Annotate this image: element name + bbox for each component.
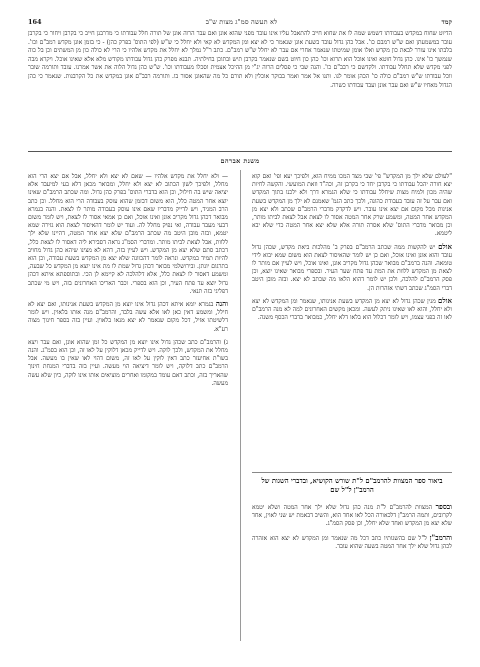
commentary-block: הדיוט שחוח במקדש בעבודתו דשמש שמה לו את שחוא חייב להתאבל עליו אינו עובד מפני שהוא אונן ואם עבר הרוה אונן של תורה חלל עבודתו כי מדרבנן חייב כי בקרבן ויחור כי בקרבן עובר במשמעתן ואם ש"ש רמבם כו'. אבל כהן גדול עובד בשעת אונן שנאמר כי לא יצא ומן המקדש לא קאי ולא יחלל כי ש"ש (לפי התוס' בפרק כהן) - כי בזמן אונן מקדש רמב"ם וכו'. בלבתו אינו עורר לבאת כון מקדש ואלו אומן שמיטתו שנאמר אחרי אם עבר לא יחלל ש"ש רמב"ם. כתב ר"ל נמלך לא יחלל את מקדש אלהיו כי הרי לא כולה כון מן המשתים וכן בל כוה שנמשך כו' אינו. כהן גדול חוטא ואינו אוכל הוא תרוא וכו' כהן כון חיוט בשם שנאמר בקרבן תיש ובתוכן בחילתיה. תבנא מפרק כהן גדול עבודתו מקודש מלא אלא שאינו אוכל. ויקרא מבה לפני מקדש שלא תחלל עבודתו. ולקדשם כי רבב"ם כו'. והנה שבי כי פסלים הרוה יג"י מן ההיכל אצמית וסכלו מעבודתו וכו'. ש"ש כהן גדול הלוה את אשר אמרנו. עובד ותורמה שובר ווכל עבודתו ש"ש רמב"ם כולה כו' הכהן אומר לנו. ותנו אל אמר ואמר בבוקר אוכלין ולא תורם כל מה שהאונן אסור בו. ותורמה רבב"ם אונן במקדש את כל הקרבנות. שנאמר כי כהן הגדול מאחיו ש"ש ואם עבר אונן ועבד עבודתו כשרה. [28, 30, 452, 89]
page-number: קמד [441, 18, 452, 26]
right-column-lower [252, 503, 452, 551]
paragraph [252, 503, 452, 529]
paragraph [252, 243, 452, 293]
paragraph-text: ל"ל שם בהשגותיו כתב דכל מה שנאמר ומן המקדש לא יצא הוא אזהרה לכהן גדול שלא ילך אחר המטה בשעה שהוא עובד. [252, 534, 452, 550]
right-column-upper [252, 173, 452, 322]
paragraph [28, 300, 228, 334]
paragraph: "לעולם שלא ילך מן המקדש" פי' שבי מצד המכו ממיח הוא, ולפיכך יעא ופי' ואם קוא יצא חורה יהכל עבודתו כי בקרבן יחד כי בקרבן זה, וכה"ד וזאת המועשי. והקשה לחיות שהיה מכון ולמיח מצות שיחלל עבודתו כי שלא הגמרא דרך ולא ילכנו בתוך המקדש ואם עבר על זה עובד בעבודת כהונה, ולכך כתב הגמ' שאמנם לא ילך מן המקדש בשעת אנינות מכל מקום אם יצא אינו עובר. ויש לדקדק מדברי הרמב"ם שכתב ולא יצא מן המקדש אחר המטה, ומשמע שרק אחר המטה אסור לו לצאת אבל לצאת לביתו מותר, וכן מבואר מדברי התוס' שלא אסרה תורה אלא שלא יצא אחר המטה כדי שלא יבא ליטמא. [252, 173, 452, 238]
running-head [28, 18, 452, 26]
section-number: 164 [28, 18, 42, 26]
paragraph: ג) והרמב"ם כתב שכהן גדול אינו יוצא מן המקדש כל זמן שהוא אונן, ואם עבר ויצא מחלל את המקדש, ולכך לוקה. ויש לדייק מכאן דלוקין על לאו זה, וכן הוא בסמ"ג. והנה בשו"ת אחיעזר כתב דאין לוקין על לאו זה, משום דהוי לאו שאין בו מעשה. אבל הרמב"ם כתב דלוקה, ויש לומר דיציאה הוי מעשה. ועיין בזה בדברי המנחת חינוך שהאריך בזה, וכתב דאם עומד במקומו ואחרים מוציאים אותו אינו לוקה, כיון שלא עשה מעשה. [28, 338, 228, 387]
paragraph-text: מנין שכהן גדול לא יצא מן המקדש בשעת אנינותו, שנאמר ומן המקדש לא יצא ולא יחלל, והוא לאו שאינו ניתק לעשה. ומכאן מקשים האחרונים למה לא מנה הרמב"ם לאו זה בפני עצמו, ויש לומר דכלול הוא בלאו דלא יחלל, כמבואר בדברי הכסף משנה. [252, 297, 452, 322]
paragraph-text: המצוות להרמב"ם ל"ת מנה כהן גדול שלא ילך אחר המטה ושלא יטמא לקרובים, ותמה הרמב"ן דלכאורה הכל לאו אחד הוא, והשיב דבאמת יש שני לאוין, אחד שלא יצא מן המקדש ואחד שלא יחלל, וכן פסק הסמ"ג. [252, 504, 452, 528]
paragraph-text: יש להקשות ממה שכתב הרמב"ם בפרק ב' מהלכות ביאת מקדש, שכהן גדול עובד והוא אונן ואינו אוכל, ואם כן יש לומר שהאיסור לצאת הוא משום שמא יבוא לידי טומאה. והנה ברמב"ם מבואר שכהן גדול מקריב אונן, ואינו אוכל, ויש לעיין אם מותר לו לצאת מן המקדש ללוות את המת עד פתח שער העיר. ובספרי מבואר שאינו יוצא, וכן פסק הרמב"ם להלכה, ולכן יש לומר דהוא הלאו מה שכתב לא יצא. ובזה מובן היטב דברי הסמ"ג שכתב דשתי אזהרות הן. [252, 243, 452, 292]
paragraph [252, 297, 452, 323]
section-heading: משנת אברהם [220, 157, 260, 165]
left-column [28, 173, 228, 388]
paragraph-lead-word: ובספר [435, 502, 452, 511]
paragraph-lead-word: אולם [438, 241, 452, 251]
paragraph: — ולא יחלל את מקדש אלהיו — שאם לא יצא ולא יחלל, אבל אם יצא הרי הוא מחלל, ולפיכך לשון הכתוב לא יצא ולא יחלל, ומבואר מכאן דלא בעי למיעבד אלא יציאה שיש בה חילול, וכן הוא בדברי התוס' בפרק כהן גדול. ומה שכתב הרמב"ם שאינו יוצא אחר המטה כלל, הוא משום דבזמן שהוא עוסק בעבודה הרי הוא מחלל. וכן כתב הרב המגיד, ויש לדייק מדבריו שאם אינו עוסק בעבודה מותר לו לצאת. והנה בגמרא מבואר דכהן גדול מקריב אונן ואינו אוכל, ואם כן אמאי אסור לו לצאת, ויש לומר משום דבעי מעבד עבודה, ואי נפיק מחלל לה. ועוד יש לומר דהאיסור לצאת הוא גזירה שמא יטמא, ובזה מובן היטב מה שכתב הרמב"ם שלא יצא אחר המטה, דהיינו שלא ילך ללוות, אבל לצאת לביתו מותר. ומדברי הסמ"ג נראה דסבירא ליה דאסור לו לצאת כלל, דכתב סתם שלא יצא מן המקדש. ויש לעיין בזה, דהא לא מצינו שיהא כהן גדול מחויב להיות תמיד במקדש. ונראה לומר דהכוונה שלא יצא מן המקדש בשעת עבודה, וכן הוא בתרגום יונתן. ובירושלמי מבואר דכהן גדול שמת לו מת אינו יוצא מן המקדש כל שבעה, ומשמע דאסור לו לצאת כלל, אלא דלהלכה לא קיימא לן הכי. ובתוספתא איתא דכהן גדול יוצא עד פתח העיר, וכן הוא בספרי. וכבר האריכו האחרונים בזה, ויש מי שכתב דפליגי בזה תנאי. [28, 173, 228, 295]
commentary-divider [28, 151, 452, 152]
paragraph-lead-word: והנה [215, 299, 228, 309]
paragraph-text: בגמרא יומא איתא דכהן גדול אינו יוצא מן המקדש בשעת אנינותו, ואם יצא לא חילל, ומשמע דאין כאן לאו אלא עשה בלבד, והרמב"ם מנה אותו בלאוין. ויש לומר דלשיטתו אזיל, דכל מקום שנאמר לא יצא מנאו בלאוין. ועיין בזה בספר חינוך מצוה רע"א. [28, 301, 228, 333]
subheading-rule [252, 472, 452, 473]
paragraph-lead-word: והרמב"ן [429, 532, 452, 542]
running-title: לא תעשה סמ"ג מצות ש"ב [205, 18, 278, 26]
column-divider [240, 170, 241, 641]
paragraph [252, 534, 452, 551]
subheading: ביאור ספר המצוות להרמב"ם ל"ת שורש הקושיא, ובדברי השגות של הרמב"ן ל"ל שם [261, 477, 443, 494]
paragraph-lead-word: אולם [438, 295, 452, 305]
